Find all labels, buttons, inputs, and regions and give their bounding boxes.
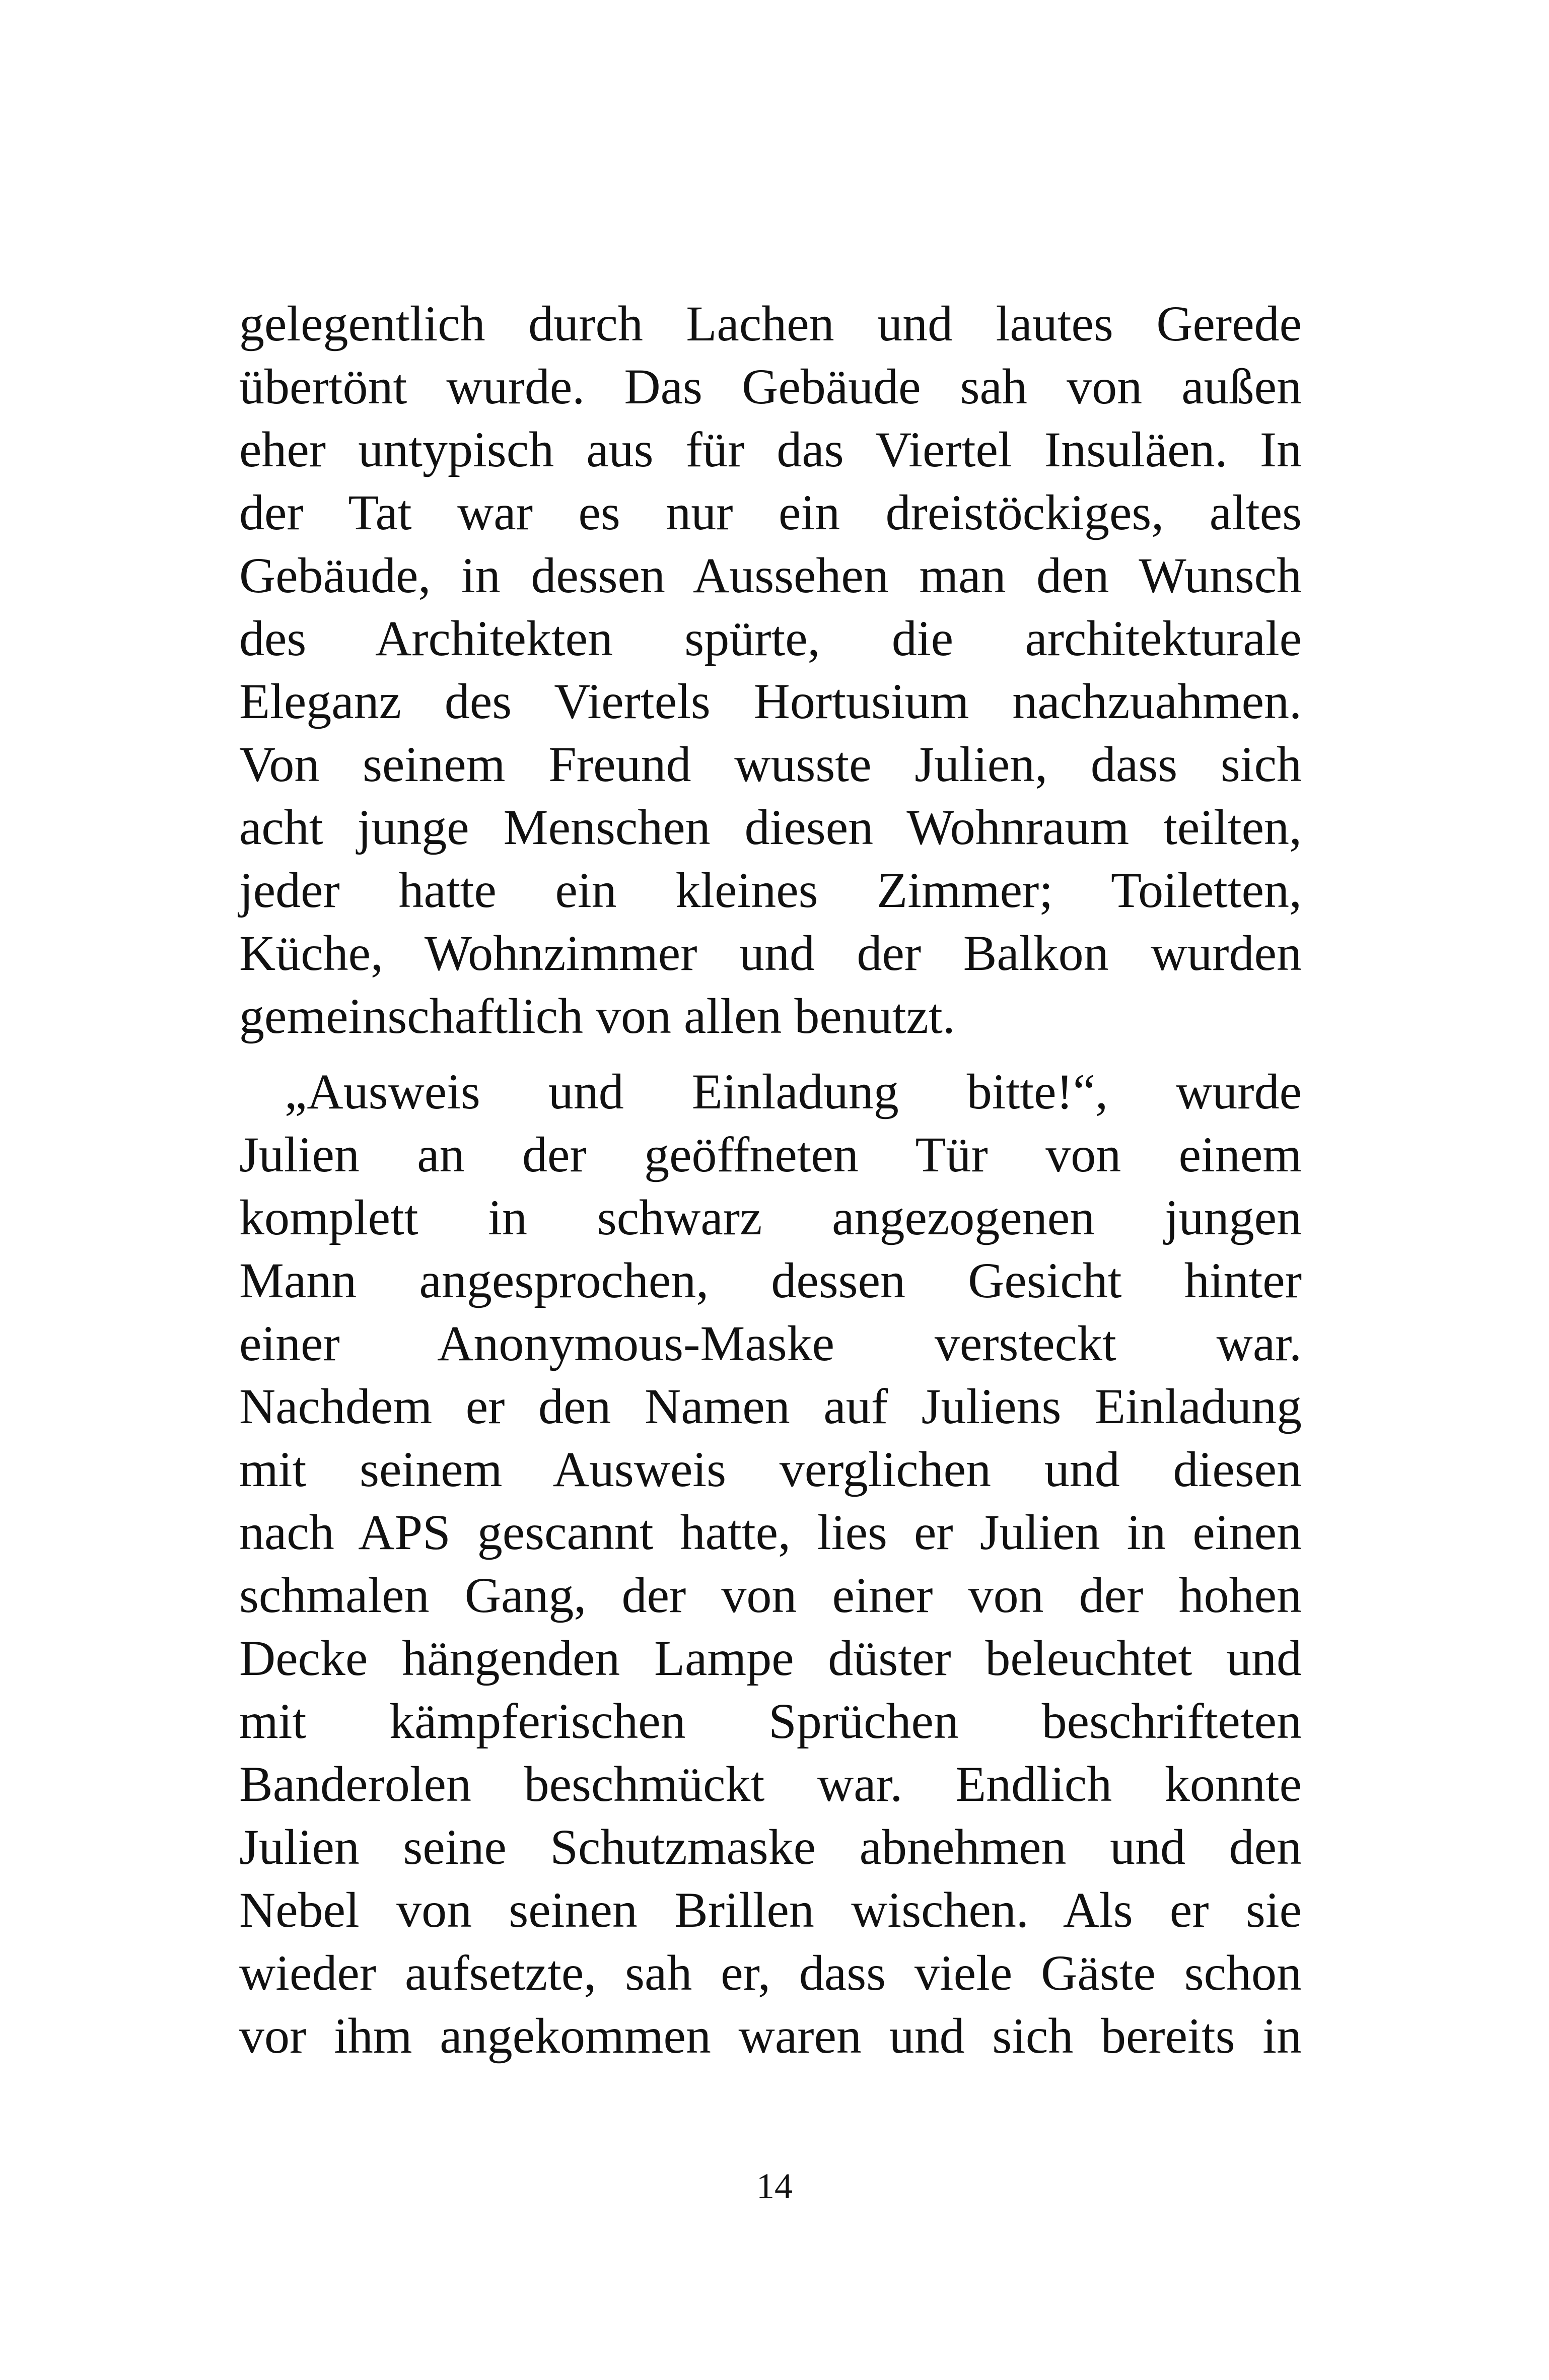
text-line: komplett in schwarz angezogenen jungen [239, 1189, 1302, 1245]
text-line-indented: „Ausweis und Einladung bitte!“, wurde [285, 1064, 1302, 1119]
text-line: einer Anonymous-Maske versteckt war. [239, 1315, 1302, 1371]
text-line: mit kämpferischen Sprüchen beschrifteten [239, 1693, 1302, 1749]
page-number: 14 [756, 2166, 793, 2206]
text-line: Küche, Wohnzimmer und der Balkon wurden [239, 925, 1302, 981]
text-line: Nachdem er den Namen auf Juliens Einladung [239, 1378, 1302, 1434]
text-line: gemeinschaftlich von allen benutzt. [239, 988, 955, 1044]
paragraph-gap [239, 1047, 1302, 1060]
paragraph-1 [239, 292, 1302, 1047]
text-line: übertönt wurde. Das Gebäude sah von außen [239, 359, 1302, 414]
text-line: nach APS gescannt hatte, lies er Julien in einen [239, 1504, 1302, 1560]
text-line: wieder aufsetzte, sah er, dass viele Gäste schon [239, 1945, 1302, 2001]
text-line: Mann angesprochen, dessen Gesicht hinter [239, 1252, 1302, 1308]
text-line: Banderolen beschmückt war. Endlich konnte [239, 1756, 1302, 1812]
body-text [239, 292, 1302, 2067]
text-line: des Architekten spürte, die architekturale [239, 610, 1302, 666]
text-line: Nebel von seinen Brillen wischen. Als er sie [239, 1882, 1302, 1938]
text-line: vor ihm angekommen waren und sich bereits in [239, 2008, 1302, 2064]
text-line: Decke hängenden Lampe düster beleuchtet und [239, 1630, 1302, 1686]
text-line: Julien seine Schutzmaske abnehmen und den [239, 1819, 1302, 1875]
text-line: Eleganz des Viertels Hortusium nachzuahmen. [239, 673, 1302, 729]
text-line: der Tat war es nur ein dreistöckiges, altes [239, 484, 1302, 540]
paragraph-2 [239, 1060, 1302, 2067]
text-line: eher untypisch aus für das Viertel Insuläen. In [239, 422, 1302, 477]
text-line: gelegentlich durch Lachen und lautes Gerede [239, 296, 1302, 352]
text-line: Julien an der geöffneten Tür von einem [239, 1127, 1302, 1182]
text-line: Von seinem Freund wusste Julien, dass sich [239, 736, 1302, 792]
text-line: schmalen Gang, der von einer von der hohen [239, 1567, 1302, 1623]
text-line: acht junge Menschen diesen Wohnraum teilten, [239, 799, 1302, 855]
text-line: jeder hatte ein kleines Zimmer; Toiletten, [239, 862, 1302, 918]
text-line: mit seinem Ausweis verglichen und diesen [239, 1441, 1302, 1497]
text-line: Gebäude, in dessen Aussehen man den Wunsch [239, 547, 1302, 603]
